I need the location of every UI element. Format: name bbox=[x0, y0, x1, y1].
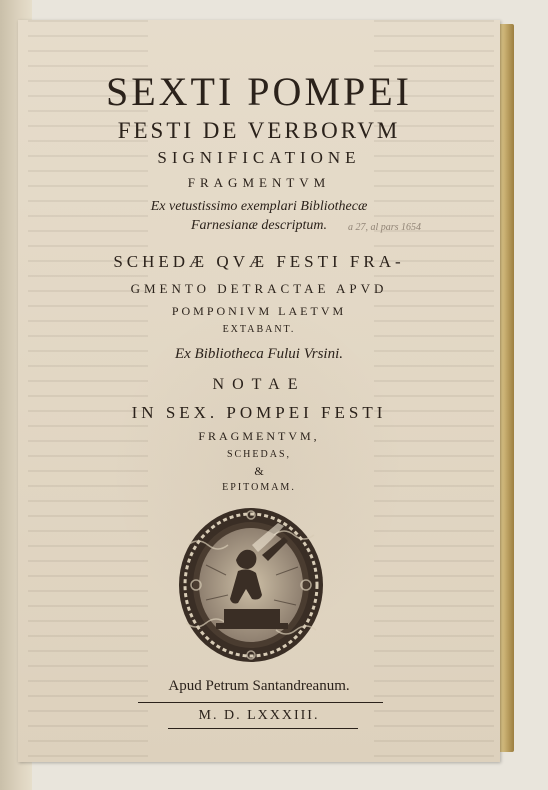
date-rule bbox=[168, 728, 358, 729]
title-line-3: SIGNIFICATIONE bbox=[157, 148, 361, 167]
date-line: M. D. LXXXIII. bbox=[198, 708, 320, 723]
schedae-line-2: GMENTO DETRACTAE APVD bbox=[130, 281, 388, 296]
imprint-line: Apud Petrum Santandreanum. bbox=[168, 678, 350, 694]
schedae-line-1: SCHEDÆ QVÆ FESTI FRA- bbox=[113, 252, 405, 271]
notae-line-3: SCHEDAS, bbox=[226, 449, 292, 460]
title-author: SEXTI POMPEI bbox=[105, 69, 413, 114]
title-line-4: FRAGMENTVM bbox=[187, 175, 331, 190]
handwritten-annotation: a 27, al pars 1654 bbox=[348, 222, 422, 233]
schedae-line-3: POMPONIVM LAETVM bbox=[171, 304, 347, 318]
subtitle-line-1: Ex vetustissimo exemplari Bibliothecæ bbox=[150, 199, 368, 214]
printer-device-woodcut bbox=[176, 505, 326, 665]
schedae-line-4: EXTABANT. bbox=[222, 324, 296, 335]
notae-ampersand: & bbox=[254, 464, 264, 478]
library-line: Ex Bibliotheca Fului Vrsini. bbox=[174, 346, 344, 362]
title-page bbox=[18, 20, 500, 762]
notae-line-2: FRAGMENTVM, bbox=[198, 429, 320, 443]
title-line-2: FESTI DE VERBORVM bbox=[117, 118, 401, 143]
notae-line-1: IN SEX. POMPEI FESTI bbox=[131, 403, 387, 422]
subtitle-line-2: Farnesianæ descriptum. bbox=[190, 218, 328, 233]
imprint-rule bbox=[138, 702, 383, 703]
notae-line-4: EPITOMAM. bbox=[222, 482, 296, 493]
notae-heading: NOTAE bbox=[212, 376, 306, 393]
